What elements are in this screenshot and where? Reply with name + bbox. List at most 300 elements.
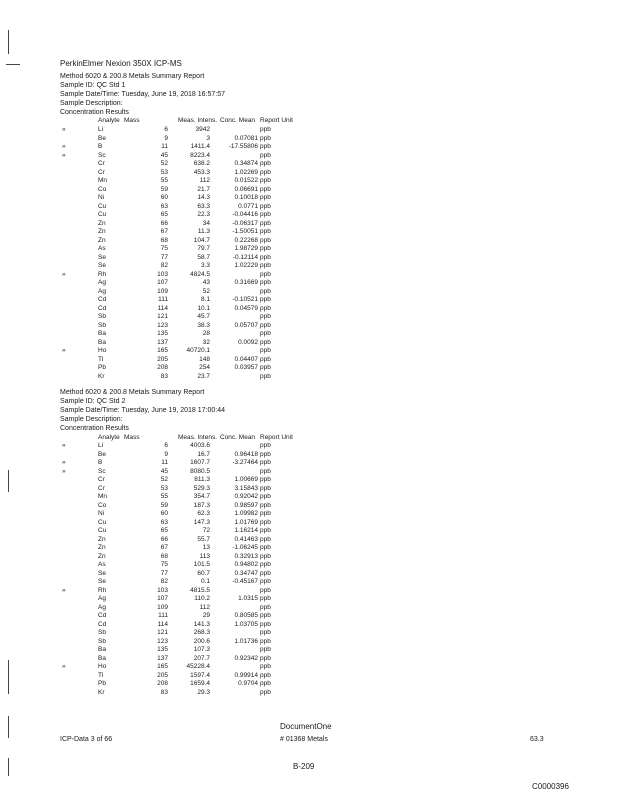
row-marker: »	[62, 467, 66, 475]
conc-mean: 0.9704	[238, 680, 258, 687]
report-unit: ppb	[260, 535, 271, 543]
mass: 103	[157, 270, 168, 278]
conc-mean: 0.32913	[234, 552, 258, 560]
report-unit: ppb	[260, 185, 271, 193]
report-unit: ppb	[260, 603, 271, 611]
mass: 52	[160, 160, 168, 167]
conc-mean: -1.50051	[232, 228, 258, 235]
analyte: B	[98, 459, 103, 466]
report-unit: ppb	[260, 561, 271, 568]
report-unit: ppb	[260, 646, 271, 653]
meas-intensity: 200.6	[193, 637, 210, 645]
analyte: Ba	[98, 338, 106, 346]
analyte: Kr	[98, 688, 105, 696]
report-unit: ppb	[260, 552, 271, 560]
mass: 52	[160, 476, 168, 483]
meas-intensity: 79.7	[197, 245, 210, 252]
analyte: Sb	[98, 321, 106, 329]
mass: 11	[161, 143, 168, 150]
analyte: Cr	[98, 484, 105, 492]
conc-mean: 1.01736	[234, 637, 258, 645]
mass: 67	[160, 544, 168, 551]
analyte: Sc	[98, 467, 106, 475]
scan-edge-mark	[8, 30, 9, 54]
report-unit: ppb	[260, 279, 271, 286]
report-unit: ppb	[260, 364, 271, 371]
mass: 114	[157, 304, 168, 312]
conc-mean: 0.0092	[238, 338, 258, 346]
mass: 107	[157, 595, 168, 602]
col-conc-mean: Conc. Mean	[220, 434, 256, 441]
analyte: Tl	[98, 671, 104, 679]
analyte: Se	[98, 262, 106, 269]
analyte: Cd	[98, 296, 107, 303]
analyte: Be	[98, 134, 106, 142]
scan-edge-mark	[6, 64, 20, 65]
report-unit: ppb	[260, 544, 271, 551]
mass: 66	[160, 219, 168, 227]
analyte: B	[98, 143, 103, 150]
mass: 135	[157, 330, 168, 337]
meas-intensity: 110.2	[194, 595, 210, 602]
mass: 9	[164, 450, 168, 458]
meas-intensity: 14.3	[197, 194, 210, 201]
meas-intensity: 1597.4	[190, 671, 210, 679]
meas-intensity: 60.7	[197, 569, 210, 577]
meas-intensity: 187.3	[193, 501, 210, 509]
meas-intensity: 4824.5	[190, 270, 210, 278]
mass: 109	[157, 603, 168, 611]
mass: 55	[160, 493, 168, 500]
report-unit: ppb	[260, 484, 271, 492]
conc-mean: 0.0771	[238, 202, 258, 210]
row-marker: »	[62, 270, 66, 278]
mass: 67	[160, 228, 168, 235]
report-unit: ppb	[260, 518, 271, 526]
mass: 205	[157, 671, 168, 679]
sample-description: Sample Description:	[60, 100, 123, 107]
scan-edge-mark	[8, 758, 9, 776]
mass: 75	[160, 561, 168, 568]
conc-mean: 1.02229	[234, 262, 258, 269]
meas-intensity: 32	[202, 338, 210, 346]
analyte: Ag	[98, 595, 106, 602]
conc-mean: 3.15843	[234, 484, 258, 492]
mass: 121	[157, 313, 168, 320]
conc-mean: 0.31669	[234, 279, 258, 286]
row-marker: »	[62, 126, 66, 133]
report-unit: ppb	[260, 338, 271, 346]
meas-intensity: 453.3	[193, 168, 210, 176]
conc-mean: -3.27464	[232, 459, 258, 466]
conc-mean: 1.03705	[234, 620, 258, 628]
meas-intensity: 254	[199, 364, 210, 371]
mass: 63	[160, 518, 168, 526]
analyte: Li	[98, 442, 104, 449]
mass: 82	[160, 262, 168, 269]
analyte: Tl	[98, 355, 104, 363]
document-brand: DocumentOne	[280, 722, 332, 731]
meas-intensity: 141.3	[193, 620, 210, 628]
meas-intensity: 45228.4	[186, 663, 210, 670]
report-unit: ppb	[260, 510, 271, 517]
meas-intensity: 3942	[195, 126, 210, 133]
conc-mean: 0.80585	[234, 612, 258, 619]
report-unit: ppb	[260, 202, 271, 210]
sample-datetime: Sample Date/Time: Tuesday, June 19, 2018 17:00:44	[60, 407, 225, 414]
meas-intensity: 638.2	[193, 160, 210, 167]
meas-intensity: 4815.5	[190, 586, 210, 594]
report-unit: ppb	[260, 219, 271, 227]
mass: 59	[160, 501, 168, 509]
mass: 208	[157, 364, 168, 371]
mass: 66	[160, 535, 168, 543]
analyte: Rh	[98, 586, 107, 594]
meas-intensity: 0.1	[200, 578, 210, 585]
report-unit: ppb	[260, 493, 271, 500]
meas-intensity: 11.3	[197, 228, 210, 235]
results-label: Concentration Results	[60, 425, 129, 432]
analyte: Se	[98, 253, 106, 261]
meas-intensity: 107.3	[193, 646, 210, 653]
mass: 6	[164, 442, 168, 449]
analyte: Li	[98, 126, 104, 133]
mass: 137	[157, 338, 168, 346]
analyte: Se	[98, 578, 106, 585]
meas-intensity: 43	[202, 279, 210, 286]
report-unit: ppb	[260, 459, 271, 466]
mass: 123	[157, 321, 168, 329]
col-conc-mean: Conc. Mean	[220, 117, 256, 124]
mass: 53	[160, 484, 168, 492]
meas-intensity: 22.3	[197, 211, 210, 218]
meas-intensity: 3.3	[200, 262, 210, 269]
meas-intensity: 13	[202, 544, 210, 551]
report-unit: ppb	[260, 663, 271, 670]
report-unit: ppb	[260, 296, 271, 303]
meas-intensity: 207.7	[193, 654, 210, 662]
mass: 68	[160, 236, 168, 244]
col-intensity: Meas. Intens.	[178, 117, 218, 124]
row-marker: »	[62, 459, 66, 466]
mass: 205	[157, 355, 168, 363]
conc-mean: 0.99914	[234, 671, 258, 679]
meas-intensity: 58.7	[197, 253, 210, 261]
meas-intensity: 354.7	[193, 493, 210, 500]
analyte: As	[98, 561, 106, 568]
meas-intensity: 29	[202, 612, 210, 619]
report-unit: ppb	[260, 442, 271, 449]
report-unit: ppb	[260, 270, 271, 278]
report-unit: ppb	[260, 313, 271, 320]
analyte: Ni	[98, 510, 105, 517]
report-unit: ppb	[260, 629, 271, 636]
meas-intensity: 72	[202, 527, 210, 534]
report-unit: ppb	[260, 134, 271, 142]
meas-intensity: 45.7	[197, 313, 210, 320]
analyte: Mn	[98, 493, 108, 500]
analyte: Cr	[98, 168, 105, 176]
instrument-title: PerkinElmer Nexion 350X ICP-MS	[60, 59, 182, 68]
sample-id: Sample ID: QC Std 1	[60, 82, 126, 89]
report-unit: ppb	[260, 168, 271, 176]
analyte: Ag	[98, 603, 106, 611]
conc-mean: 1.00669	[234, 476, 258, 483]
report-unit: ppb	[260, 586, 271, 594]
conc-mean: 1.16214	[234, 527, 258, 534]
row-marker: »	[62, 151, 66, 159]
analyte: Cu	[98, 202, 107, 210]
mass: 83	[160, 688, 168, 696]
analyte: Cd	[98, 304, 107, 312]
analyte: Mn	[98, 177, 108, 184]
report-unit: ppb	[260, 637, 271, 645]
row-marker: »	[62, 143, 66, 150]
row-marker: »	[62, 586, 66, 594]
mass: 83	[160, 372, 168, 380]
row-marker: »	[62, 347, 66, 354]
analyte: Zn	[98, 219, 106, 227]
mass: 82	[160, 578, 168, 585]
report-unit: ppb	[260, 612, 271, 619]
conc-mean: 0.94802	[234, 561, 258, 568]
mass: 77	[160, 569, 168, 577]
conc-mean: 0.03957	[234, 364, 258, 371]
mass: 165	[157, 663, 168, 670]
footer-left: ICP-Data 3 of 66	[60, 736, 113, 743]
analyte: Zn	[98, 228, 106, 235]
conc-mean: -17.55806	[228, 143, 258, 150]
scan-edge-mark	[8, 470, 9, 492]
analyte: Cd	[98, 620, 107, 628]
conc-mean: 1.02269	[234, 168, 258, 176]
analyte: Co	[98, 501, 107, 509]
mass: 107	[157, 279, 168, 286]
mass: 45	[160, 467, 168, 475]
report-unit: ppb	[260, 126, 271, 133]
col-mass: Mass	[124, 434, 140, 441]
col-intensity: Meas. Intens.	[178, 434, 218, 441]
conc-mean: 0.41463	[234, 535, 258, 543]
mass: 111	[158, 612, 168, 619]
report-unit: ppb	[260, 680, 271, 687]
col-analyte: Analyte	[98, 434, 120, 441]
mass: 53	[160, 168, 168, 176]
meas-intensity: 148	[199, 355, 210, 363]
meas-intensity: 38.3	[197, 321, 210, 329]
mass: 45	[160, 151, 168, 159]
page-number: B-209	[293, 762, 315, 771]
conc-mean: -0.10521	[232, 296, 258, 303]
analyte: Ho	[98, 663, 107, 670]
conc-mean: -0.04416	[232, 211, 258, 218]
method-title: Method 6020 & 200.8 Metals Summary Report	[60, 73, 205, 80]
report-unit: ppb	[260, 194, 271, 201]
report-unit: ppb	[260, 501, 271, 509]
conc-mean: 0.96418	[234, 450, 258, 458]
report-unit: ppb	[260, 211, 271, 218]
meas-intensity: 23.7	[197, 372, 210, 380]
analyte: Rh	[98, 270, 107, 278]
analyte: Sb	[98, 629, 106, 636]
meas-intensity: 529.3	[193, 484, 210, 492]
meas-intensity: 52	[202, 287, 210, 295]
bates-number: C0000396	[532, 782, 569, 791]
sample-id: Sample ID: QC Std 2	[60, 398, 126, 405]
conc-mean: 0.01522	[234, 177, 258, 184]
analyte: Zn	[98, 236, 106, 244]
report-unit: ppb	[260, 595, 271, 602]
mass: 55	[160, 177, 168, 184]
mass: 165	[157, 347, 168, 354]
meas-intensity: 34	[202, 219, 210, 227]
col-report-unit: Report Unit	[260, 117, 293, 124]
mass: 9	[164, 134, 168, 142]
conc-mean: 0.92042	[234, 493, 258, 500]
mass: 121	[157, 629, 168, 636]
analyte: Sc	[98, 151, 106, 159]
analyte: Cu	[98, 518, 107, 526]
analyte: Kr	[98, 372, 105, 380]
conc-mean: 0.04579	[234, 304, 258, 312]
mass: 63	[160, 202, 168, 210]
report-unit: ppb	[260, 228, 271, 235]
mass: 208	[157, 680, 168, 687]
meas-intensity: 16.7	[197, 450, 210, 458]
mass: 114	[157, 620, 168, 628]
mass: 6	[164, 126, 168, 133]
report-unit: ppb	[260, 304, 271, 312]
mass: 60	[160, 194, 168, 201]
mass: 60	[160, 510, 168, 517]
scan-edge-mark	[8, 716, 9, 738]
analyte: Sb	[98, 637, 106, 645]
mass: 77	[160, 253, 168, 261]
analyte: Ho	[98, 347, 107, 354]
analyte: Cd	[98, 612, 107, 619]
analyte: Zn	[98, 535, 106, 543]
conc-mean: 1.98729	[234, 245, 258, 252]
mass: 59	[160, 185, 168, 193]
mass: 111	[158, 296, 168, 303]
report-unit: ppb	[260, 321, 271, 329]
report-unit: ppb	[260, 355, 271, 363]
meas-intensity: 104.7	[193, 236, 210, 244]
mass: 68	[160, 552, 168, 560]
meas-intensity: 8080.5	[190, 467, 210, 475]
mass: 135	[157, 646, 168, 653]
analyte: Ni	[98, 194, 105, 201]
report-unit: ppb	[260, 236, 271, 244]
meas-intensity: 28	[202, 330, 210, 337]
meas-intensity: 29.3	[197, 688, 210, 696]
col-mass: Mass	[124, 117, 140, 124]
meas-intensity: 8223.4	[190, 151, 210, 159]
meas-intensity: 112	[199, 603, 210, 611]
report-unit: ppb	[260, 476, 271, 483]
analyte: Zn	[98, 544, 106, 551]
analyte: Ba	[98, 646, 106, 653]
meas-intensity: 101.5	[193, 561, 210, 568]
conc-mean: 0.06691	[234, 185, 258, 193]
meas-intensity: 3	[206, 134, 210, 142]
meas-intensity: 8.1	[200, 296, 210, 303]
report-unit: ppb	[260, 620, 271, 628]
conc-mean: 0.34747	[234, 569, 258, 577]
report-unit: ppb	[260, 287, 271, 295]
meas-intensity: 63.3	[197, 202, 210, 210]
conc-mean: 0.04407	[234, 355, 258, 363]
report-unit: ppb	[260, 569, 271, 577]
meas-intensity: 4003.6	[190, 442, 210, 449]
conc-mean: 0.92342	[234, 654, 258, 662]
analyte: As	[98, 245, 106, 252]
sample-datetime: Sample Date/Time: Tuesday, June 19, 2018 16:57:57	[60, 91, 225, 98]
analyte: Sb	[98, 313, 106, 320]
meas-intensity: 811.3	[194, 476, 210, 483]
sample-description: Sample Description:	[60, 416, 123, 423]
report-unit: ppb	[260, 143, 271, 150]
report-unit: ppb	[260, 347, 271, 354]
meas-intensity: 10.1	[197, 304, 210, 312]
report-unit: ppb	[260, 450, 271, 458]
analyte: Cr	[98, 160, 105, 167]
analyte: Cu	[98, 211, 107, 218]
report-unit: ppb	[260, 151, 271, 159]
analyte: Cr	[98, 476, 105, 483]
results-label: Concentration Results	[60, 109, 129, 116]
report-unit: ppb	[260, 688, 271, 696]
analyte: Co	[98, 185, 107, 193]
report-unit: ppb	[260, 578, 271, 585]
report-unit: ppb	[260, 654, 271, 662]
conc-mean: -0.06317	[232, 219, 258, 227]
report-unit: ppb	[260, 372, 271, 380]
meas-intensity: 112	[199, 177, 210, 184]
report-unit: ppb	[260, 160, 271, 167]
conc-mean: 1.01769	[234, 518, 258, 526]
conc-mean: 0.07081	[234, 134, 258, 142]
analyte: Ba	[98, 330, 106, 337]
meas-intensity: 21.7	[197, 185, 210, 193]
mass: 11	[161, 459, 168, 466]
conc-mean: 0.22268	[234, 236, 258, 244]
col-analyte: Analyte	[98, 117, 120, 124]
row-marker: »	[62, 442, 66, 449]
analyte: Zn	[98, 552, 106, 560]
mass: 137	[157, 654, 168, 662]
conc-mean: -0.45167	[232, 578, 258, 585]
report-unit: ppb	[260, 262, 271, 269]
report-unit: ppb	[260, 253, 271, 261]
footer-center: # 01368 Metals	[280, 736, 328, 743]
analyte: Pb	[98, 364, 106, 371]
report-unit: ppb	[260, 330, 271, 337]
conc-mean: -0.12114	[232, 253, 258, 261]
meas-intensity: 62.3	[197, 510, 210, 517]
mass: 109	[157, 287, 168, 295]
method-title: Method 6020 & 200.8 Metals Summary Report	[60, 389, 205, 396]
meas-intensity: 55.7	[197, 535, 210, 543]
meas-intensity: 1659.4	[190, 680, 210, 687]
meas-intensity: 147.3	[193, 518, 210, 526]
analyte: Ba	[98, 654, 106, 662]
mass: 65	[160, 527, 168, 534]
mass: 75	[160, 245, 168, 252]
conc-mean: 0.10018	[234, 194, 258, 201]
meas-intensity: 113	[199, 552, 210, 560]
scan-edge-mark	[8, 660, 9, 694]
